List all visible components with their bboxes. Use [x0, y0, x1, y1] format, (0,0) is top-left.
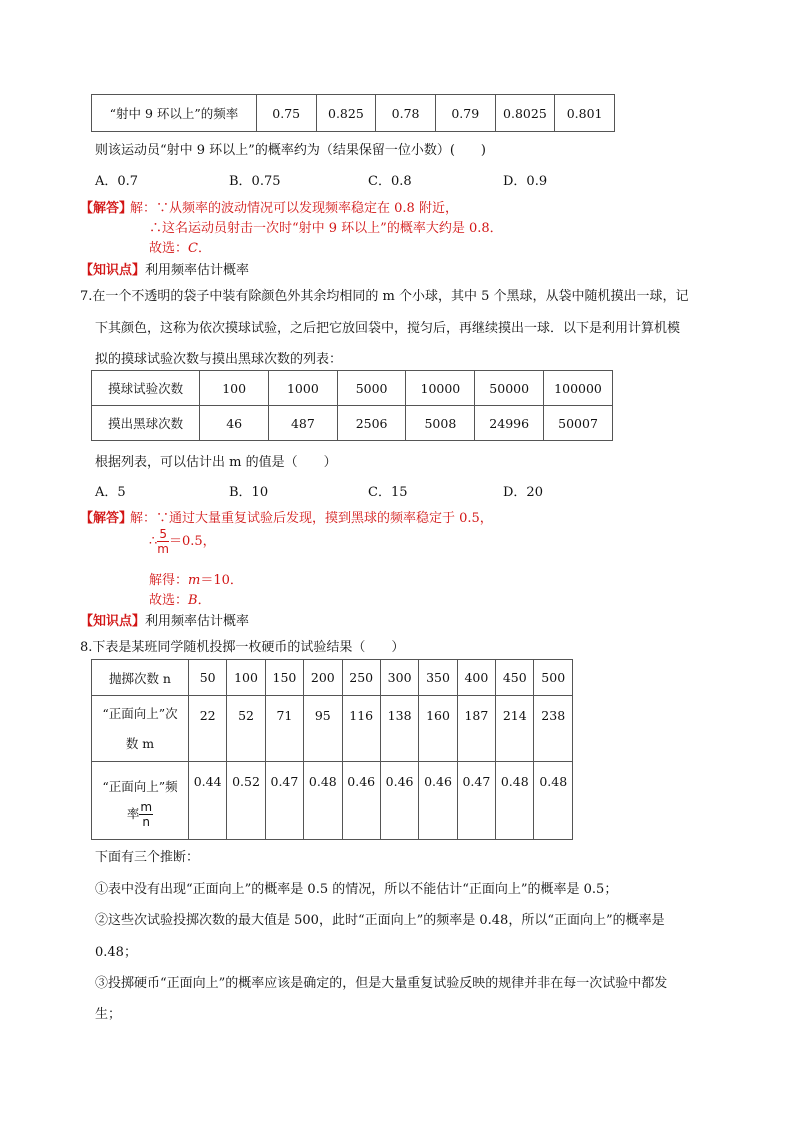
table-cell: 238	[534, 696, 573, 762]
q8-intro: 下面有三个推断：	[95, 850, 200, 865]
label-text: 率	[126, 806, 140, 821]
table-cell: 100000	[544, 371, 613, 406]
q7-knowledge	[80, 610, 249, 629]
table-cell: 24996	[475, 406, 544, 441]
table-cell: 0.8025	[495, 95, 555, 132]
table-cell: 350	[419, 660, 457, 696]
table-cell: 0.801	[555, 95, 615, 132]
table-cell: 5008	[406, 406, 475, 441]
q6-option-a: A．0.7	[95, 174, 139, 189]
table-cell: 0.47	[265, 762, 303, 840]
q8-inference-3-line-1: ③投掷硬币“正面向上”的概率应该是确定的，但是大量重复试验反映的规律并非在每一次试验中都发	[95, 976, 668, 991]
choose-label: 故选：	[149, 241, 189, 256]
q6-frequency-table	[91, 94, 615, 132]
table-cell: 0.78	[376, 95, 436, 132]
table-cell: 487	[269, 406, 338, 441]
table-cell: 0.44	[188, 762, 226, 840]
q7-choose-line	[149, 589, 211, 608]
label-line-with-fraction	[92, 801, 188, 828]
q7-option-b: B．10	[229, 485, 269, 500]
table-cell: 71	[265, 696, 303, 762]
choose-label: 故选：	[149, 593, 189, 608]
q6-answer-line-1: 解：∵从频率的波动情况可以发现频率稳定在 0.8 附近，	[130, 201, 458, 216]
table-cell: 150	[265, 660, 303, 696]
table-row-label: 摸球试验次数	[92, 371, 200, 406]
q8-coin-table	[91, 659, 573, 840]
table-cell: 46	[200, 406, 269, 441]
fraction-denominator: m	[157, 542, 169, 556]
q7-equation	[149, 527, 216, 557]
table-cell: 2506	[337, 406, 406, 441]
table-cell: 0.48	[534, 762, 573, 840]
q7-line-3: 拟的摸球试验次数与摸出黑球次数的列表：	[95, 352, 343, 367]
knowledge-tag: 【知识点】	[80, 614, 146, 629]
q7-table	[91, 370, 613, 441]
table-cell: 50	[188, 660, 226, 696]
q6-option-d: D．0.9	[503, 174, 548, 189]
fraction-denominator: n	[142, 815, 151, 829]
table-cell: 0.825	[316, 95, 376, 132]
q6-option-c: C．0.8	[368, 174, 412, 189]
period: ．	[197, 593, 211, 608]
table-cell: 50000	[475, 371, 544, 406]
table-cell: 116	[342, 696, 380, 762]
table-row-label	[92, 762, 189, 840]
answer-choice: B	[188, 593, 198, 608]
table-cell: 0.46	[380, 762, 418, 840]
table-row-label: 摸出黑球次数	[92, 406, 200, 441]
table-cell: 100	[227, 660, 265, 696]
label-line: “正面向上”频	[102, 779, 178, 794]
table-cell: 160	[419, 696, 457, 762]
table-cell: 1000	[269, 371, 338, 406]
fraction-numerator: m	[140, 800, 153, 814]
label-line: 数 m	[125, 735, 155, 751]
q8-inference-3-line-2: 生；	[95, 1007, 122, 1022]
therefore-symbol: ∴	[149, 534, 158, 549]
table-cell: 0.48	[496, 762, 534, 840]
q8-inference-1: ①表中没有出现“正面向上”的概率是 0.5 的情况，所以不能估计“正面向上”的概率是 0.5；	[95, 882, 618, 897]
q8-title: 8.下表是某班同学随机投掷一枚硬币的试验结果（ ）	[80, 640, 405, 655]
q8-inference-2-line-1: ②这些次试验投掷次数的最大值是 500，此时“正面向上”的频率是 0.48，所以“正面向上”的概率是	[95, 913, 665, 928]
q8-inference-2-line-2: 0.48；	[95, 945, 137, 960]
q7-answer-tag: 【解答】	[80, 511, 133, 526]
equation-rest: ＝0.5，	[168, 534, 216, 549]
q6-answer-line-3	[149, 237, 211, 256]
answer-choice: C	[188, 241, 198, 256]
q6-knowledge	[80, 259, 249, 278]
table-cell: 5000	[337, 371, 406, 406]
q7-prompt: 根据列表，可以估计出 m 的值是（ ）	[95, 455, 337, 470]
table-cell: 0.48	[304, 762, 342, 840]
table-cell: 50007	[544, 406, 613, 441]
knowledge-tag: 【知识点】	[80, 263, 146, 278]
q6-answer-tag: 【解答】	[80, 201, 133, 216]
knowledge-text: 利用频率估计概率	[145, 263, 250, 278]
table-cell: 10000	[406, 371, 475, 406]
table-cell: 400	[457, 660, 495, 696]
q7-answer-line-1: 解：∵通过大量重复试验后发现，摸到黑球的频率稳定于 0.5，	[130, 511, 493, 526]
knowledge-text: 利用频率估计概率	[145, 614, 250, 629]
table-cell: 200	[304, 660, 342, 696]
q7-line-1: 7.在一个不透明的袋子中装有除颜色外其余均相同的 m 个小球，其中 5 个黑球，从袋中随机摸出一球，记	[80, 289, 689, 304]
table-row-label: “射中 9 环以上”的频率	[92, 95, 257, 132]
q7-option-a: A．5	[95, 485, 126, 500]
table-cell: 214	[496, 696, 534, 762]
fraction-5-over-m	[157, 528, 169, 555]
label-line: “正面向上”次	[102, 705, 178, 721]
table-cell: 100	[200, 371, 269, 406]
table-cell: 0.47	[457, 762, 495, 840]
solve-variable: m	[188, 573, 201, 588]
q7-option-c: C．15	[368, 485, 408, 500]
q7-solve-line	[149, 569, 243, 588]
fraction-m-over-n	[139, 801, 153, 828]
table-cell: 0.75	[256, 95, 316, 132]
table-cell: 0.79	[435, 95, 495, 132]
solve-rest: ＝10．	[200, 573, 243, 588]
q6-option-b: B．0.75	[229, 174, 281, 189]
table-cell: 450	[496, 660, 534, 696]
table-cell: 187	[457, 696, 495, 762]
q7-line-2: 下其颜色，这称为依次摸球试验，之后把它放回袋中，搅匀后，再继续摸出一球．以下是利用计算机模	[95, 321, 681, 336]
table-cell: 0.52	[227, 762, 265, 840]
q6-prompt: 则该运动员“射中 9 环以上”的概率约为（结果保留一位小数）( )	[95, 143, 486, 158]
table-row-label	[92, 696, 189, 762]
table-row-label: 抛掷次数 n	[92, 660, 189, 696]
period: ．	[197, 241, 211, 256]
table-cell: 500	[534, 660, 573, 696]
solve-prefix: 解得：	[149, 573, 189, 588]
fraction-numerator: 5	[157, 528, 169, 542]
q6-answer-line-2: ∴这名运动员射击一次时“射中 9 环以上”的概率大约是 0.8．	[149, 221, 503, 236]
table-cell: 95	[304, 696, 342, 762]
q7-option-d: D．20	[503, 485, 543, 500]
table-cell: 52	[227, 696, 265, 762]
table-cell: 0.46	[419, 762, 457, 840]
table-cell: 0.46	[342, 762, 380, 840]
table-cell: 250	[342, 660, 380, 696]
table-cell: 300	[380, 660, 418, 696]
table-cell: 138	[380, 696, 418, 762]
table-cell: 22	[188, 696, 226, 762]
